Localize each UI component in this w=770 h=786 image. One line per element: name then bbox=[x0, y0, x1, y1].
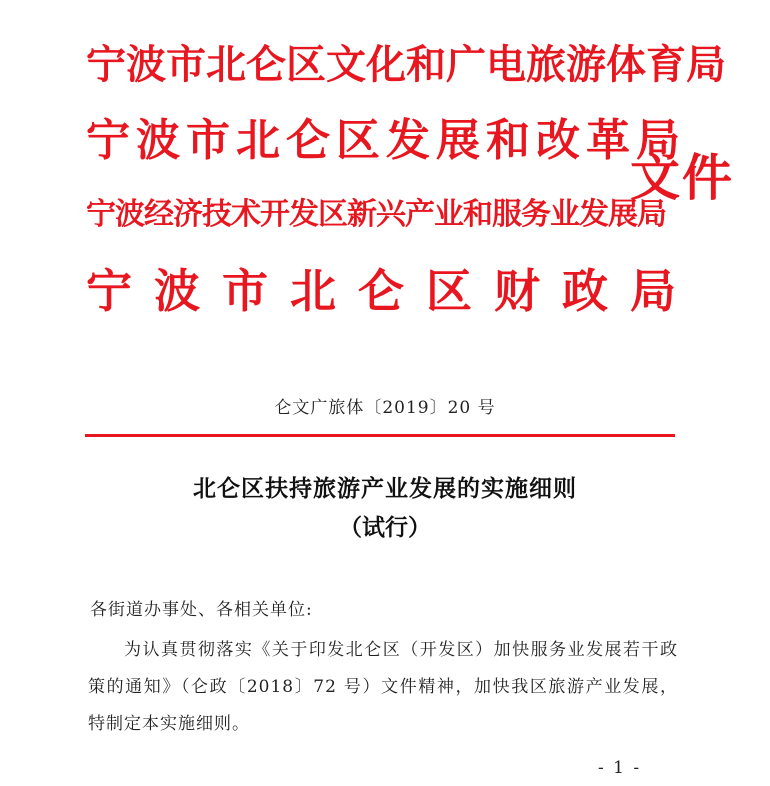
body-paragraph: 为认真贯彻落实《关于印发北仑区（开发区）加快服务业发展若干政策的通知》（仑政〔2018〕72 号）文件精神，加快我区旅游产业发展，特制定本实施细则。 bbox=[88, 640, 678, 734]
salutation: 各街道办事处、各相关单位: bbox=[90, 600, 313, 620]
issuer-line-4: 宁波市北仑区财政局 bbox=[86, 264, 698, 318]
document-number: 仑文广旅体〔2019〕20 号 bbox=[274, 398, 496, 418]
document-suffix: 文件 bbox=[630, 148, 734, 207]
issuer-line-3: 宁波经济技术开发区新兴产业和服务业发展局 bbox=[86, 197, 666, 232]
issuer-line-1: 宁波市北仑区文化和广电旅游体育局 bbox=[86, 41, 726, 88]
document-header bbox=[86, 28, 734, 328]
document-subtitle: （试行） bbox=[339, 514, 431, 541]
document-title: 北仑区扶持旅游产业发展的实施细则 bbox=[193, 475, 577, 502]
red-divider bbox=[85, 434, 675, 437]
page-number: - 1 - bbox=[598, 758, 642, 778]
issuer-line-2: 宁波市北仑区发展和改革局 bbox=[86, 115, 686, 166]
